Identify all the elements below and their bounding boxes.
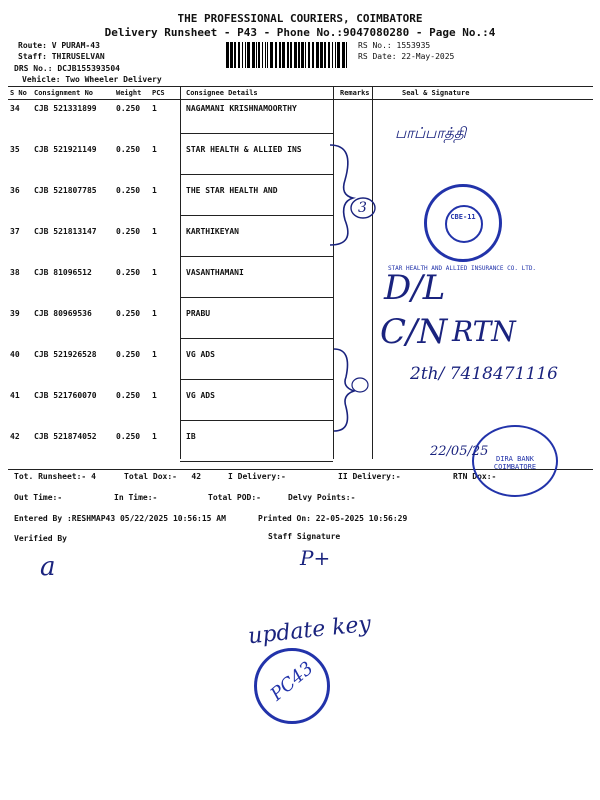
- route: Route: V PURAM-43: [18, 41, 100, 50]
- row-divider: [180, 461, 333, 462]
- barcode-bar: [312, 42, 314, 68]
- cell-weight: 0.250: [116, 104, 141, 113]
- col-pcs: PCS: [150, 87, 184, 100]
- rs-date: RS Date: 22-May-2025: [358, 52, 455, 61]
- verified-by: Verified By: [14, 534, 67, 543]
- col-consignment: Consignment No: [32, 87, 114, 100]
- rtn-dox: RTN Dox:-: [453, 472, 497, 481]
- cell-consignee: KARTHIKEYAN: [186, 227, 239, 236]
- cell-sno: 40: [10, 350, 20, 359]
- cell-pcs: 1: [152, 104, 157, 113]
- barcode-bar: [279, 42, 281, 68]
- staff-signature: P+: [300, 546, 331, 570]
- cell-sno: 35: [10, 145, 20, 154]
- row-divider: [180, 256, 333, 257]
- cell-cno: CJB 521813147: [34, 227, 97, 236]
- barcode-bar: [258, 42, 260, 68]
- cell-seal: [382, 387, 593, 428]
- cell-consignee: VASANTHAMANI: [186, 268, 244, 277]
- barcode-bar: [252, 42, 255, 68]
- row-divider: [180, 420, 333, 421]
- barcode-bar: [305, 42, 306, 68]
- cell-cno: CJB 81096512: [34, 268, 92, 277]
- staff: Staff: THIRUSELVAN: [18, 52, 105, 61]
- pc43-stamp: PC43: [254, 648, 330, 724]
- staff-signature-label: Staff Signature: [268, 532, 341, 541]
- cell-remarks: [338, 264, 382, 305]
- handwritten-phone: 2th/ 7418471116: [410, 364, 558, 384]
- delivery-points: Delvy Points:-: [288, 493, 356, 502]
- cell-cno: CJB 521921149: [34, 145, 97, 154]
- cell-sno: 38: [10, 268, 20, 277]
- cell-consignee: VG ADS: [186, 391, 215, 400]
- cell-pcs: 1: [150, 428, 184, 470]
- cell-weight: 0.250: [114, 428, 150, 470]
- handwritten-update-note: update key: [247, 611, 373, 650]
- cell-pcs: 1: [152, 227, 157, 236]
- row-divider: [180, 215, 333, 216]
- barcode-bar: [301, 42, 304, 68]
- cell-weight: 0.250: [116, 350, 141, 359]
- i-delivery: I Delivery:-: [228, 472, 286, 481]
- col-sno: S No: [8, 87, 32, 100]
- entered-by: Entered By :RESHMAP43 05/22/2025 10:56:15 AM: [14, 514, 226, 523]
- table-row: [8, 182, 593, 223]
- col-divider: [180, 86, 181, 459]
- barcode-bar: [337, 42, 340, 68]
- cell-sno: 42: [8, 428, 32, 470]
- cell-consignee: STAR HEALTH & ALLIED INS: [186, 145, 302, 154]
- barcode-bar: [308, 42, 310, 68]
- barcode-bar: [270, 42, 273, 68]
- cell-weight: 0.250: [116, 227, 141, 236]
- printed-on: Printed On: 22-05-2025 10:56:29: [258, 514, 408, 523]
- cell-weight: 0.250: [116, 391, 141, 400]
- total-pod: Total POD:-: [208, 493, 261, 502]
- barcode-bar: [265, 42, 266, 68]
- cell-pcs: 1: [152, 391, 157, 400]
- barcode-bar: [287, 42, 289, 68]
- cell-weight: 0.250: [116, 309, 141, 318]
- cell-consignee: THE STAR HEALTH AND: [186, 186, 278, 195]
- cell-weight: 0.250: [116, 145, 141, 154]
- verifier-signature: a: [40, 552, 56, 582]
- total-dox: Total Dox:- 42: [124, 472, 202, 481]
- barcode-bar: [332, 42, 333, 68]
- barcode-bar: [247, 42, 250, 68]
- row-divider: [180, 297, 333, 298]
- ii-delivery: II Delivery:-: [338, 472, 401, 481]
- brace-mark: [325, 140, 385, 250]
- barcode: [226, 42, 350, 68]
- total-runsheet: Tot. Runsheet:- 4: [14, 472, 96, 481]
- cell-consignee: IB: [184, 428, 338, 470]
- barcode-bar: [262, 42, 263, 68]
- brace-mark: [330, 345, 370, 435]
- table-row: [8, 141, 593, 182]
- out-time: Out Time:-: [14, 493, 63, 502]
- col-weight: Weight: [114, 87, 150, 100]
- barcode-bar: [290, 42, 292, 68]
- barcode-bar: [294, 42, 297, 68]
- barcode-bar: [328, 42, 330, 68]
- handwritten-cn: C/N: [380, 312, 448, 352]
- cell-sno: 39: [10, 309, 20, 318]
- table-header: [8, 87, 593, 100]
- cell-sno: 34: [10, 104, 20, 113]
- barcode-bar: [245, 42, 246, 68]
- table-row: [8, 223, 593, 264]
- runsheet-subtitle: Delivery Runsheet - P43 - Phone No.:9047080280 - Page No.:4: [104, 26, 496, 39]
- cell-weight: 0.250: [116, 268, 141, 277]
- barcode-bar: [342, 42, 345, 68]
- barcode-bar: [256, 42, 257, 68]
- drs-number: DRS No.: DCJB155393504: [14, 64, 120, 73]
- cell-cno: CJB 521926528: [34, 350, 97, 359]
- cell-cno: CJB 521331899: [34, 104, 97, 113]
- handwritten-signature: பாப்பாத்தி: [395, 124, 467, 142]
- barcode-bar: [320, 42, 323, 68]
- runsheet-table: [8, 86, 593, 470]
- cell-cno: CJB 80969536: [34, 309, 92, 318]
- cell-cno: CJB 521760070: [34, 391, 97, 400]
- barcode-bar: [275, 42, 277, 68]
- in-time: In Time:-: [114, 493, 158, 502]
- barcode-bar: [282, 42, 285, 68]
- rs-number: RS No.: 1553935: [358, 41, 431, 50]
- barcode-bar: [242, 42, 243, 68]
- cell-sno: 37: [10, 227, 20, 236]
- cell-cno: CJB 521874052: [32, 428, 114, 470]
- cell-consignee: PRABU: [186, 309, 211, 318]
- barcode-bar: [230, 42, 233, 68]
- cell-sno: 36: [10, 186, 20, 195]
- handwritten-dl: D/L: [384, 268, 446, 308]
- table-row: [8, 100, 593, 142]
- barcode-bar: [226, 42, 229, 68]
- cell-pcs: 1: [152, 186, 157, 195]
- cell-pcs: 1: [152, 268, 157, 277]
- cell-consignee: NAGAMANI KRISHNAMOORTHY: [186, 104, 297, 113]
- cell-pcs: 1: [152, 350, 157, 359]
- table-row: [8, 387, 593, 428]
- count-mark: 3: [358, 200, 367, 216]
- row-divider: [180, 174, 333, 175]
- col-remarks: Remarks: [338, 87, 382, 100]
- cell-consignee: VG ADS: [186, 350, 215, 359]
- cell-pcs: 1: [152, 309, 157, 318]
- handwritten-date: 22/05/25: [430, 444, 489, 459]
- handwritten-rtn: RTN: [452, 315, 516, 348]
- barcode-bar: [324, 42, 326, 68]
- barcode-bar: [238, 42, 240, 68]
- star-health-seal: CBE-11 STAR HEALTH AND ALLIED INSURANCE CO. LTD.: [424, 184, 502, 262]
- bank-seal: DIRA BANK COIMBATORE: [472, 425, 558, 497]
- row-divider: [180, 133, 333, 134]
- col-seal: Seal & Signature: [382, 87, 593, 100]
- barcode-bar: [234, 42, 236, 68]
- barcode-bar: [316, 42, 319, 68]
- cell-sno: 41: [10, 391, 20, 400]
- barcode-bar: [335, 42, 336, 68]
- barcode-bar: [346, 42, 347, 68]
- cell-pcs: 1: [152, 145, 157, 154]
- cell-remarks: [338, 100, 382, 142]
- vehicle: Vehicle: Two Wheeler Delivery: [22, 75, 162, 84]
- row-divider: [180, 379, 333, 380]
- cell-cno: CJB 521807785: [34, 186, 97, 195]
- col-consignee: Consignee Details: [184, 87, 338, 100]
- barcode-bar: [267, 42, 268, 68]
- cell-seal: [382, 141, 593, 182]
- company-title: THE PROFESSIONAL COURIERS, COIMBATORE: [177, 12, 423, 25]
- cell-weight: 0.250: [116, 186, 141, 195]
- row-divider: [180, 338, 333, 339]
- cell-remarks: [338, 305, 382, 346]
- barcode-bar: [298, 42, 300, 68]
